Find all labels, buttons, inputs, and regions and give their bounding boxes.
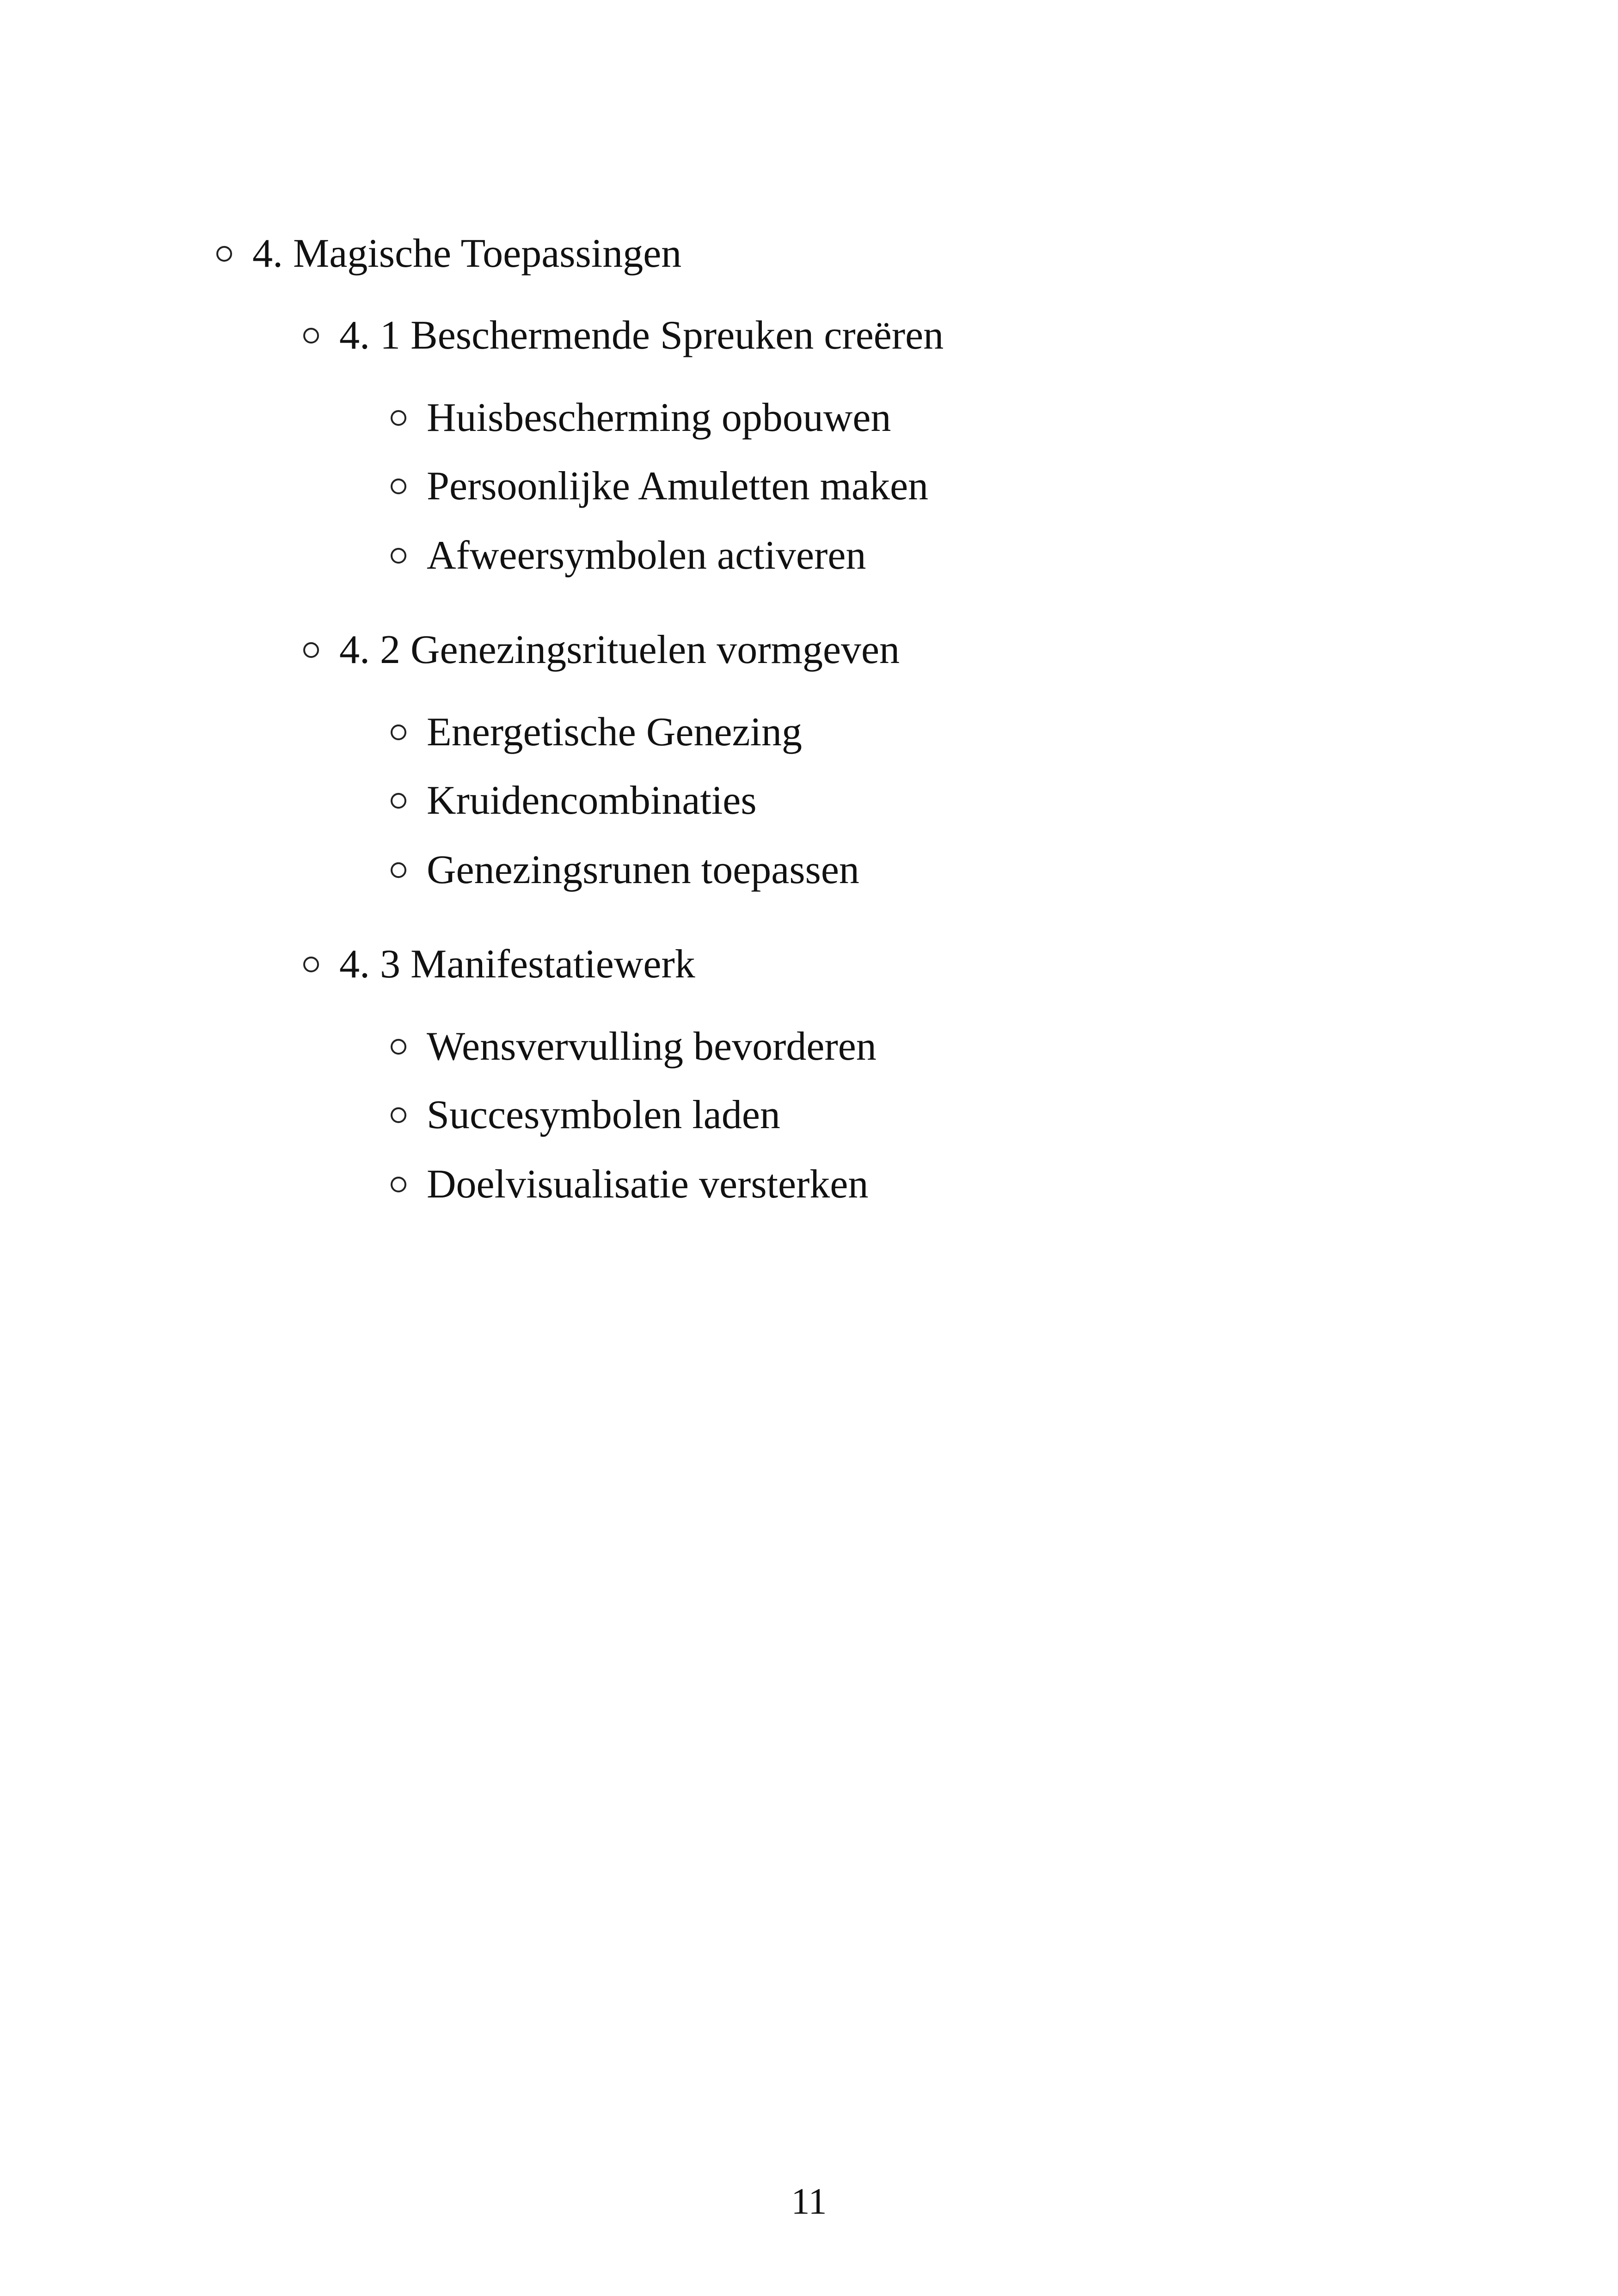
list-item-text: Energetische Genezing bbox=[427, 710, 803, 755]
section-heading bbox=[303, 627, 900, 672]
hollow-bullet-icon bbox=[391, 1177, 406, 1192]
hollow-bullet-icon bbox=[303, 642, 319, 658]
outline-heading bbox=[216, 233, 681, 274]
list-item bbox=[391, 535, 866, 576]
list-item bbox=[391, 847, 859, 892]
hollow-bullet-icon bbox=[391, 410, 406, 426]
list-item-text: Afweersymbolen activeren bbox=[427, 533, 866, 578]
list-item-text: Doelvisualisatie versterken bbox=[427, 1162, 869, 1207]
list-item bbox=[391, 466, 928, 507]
list-item-text: Huisbescherming opbouwen bbox=[427, 395, 891, 440]
list-item bbox=[391, 712, 802, 753]
hollow-bullet-icon bbox=[216, 246, 232, 262]
hollow-bullet-icon bbox=[391, 548, 406, 564]
list-item bbox=[391, 780, 757, 821]
section-heading-text: 4. 3 Manifestatiewerk bbox=[339, 942, 695, 987]
section-heading-text: 4. 1 Beschermende Spreuken creëren bbox=[339, 313, 944, 358]
hollow-bullet-icon bbox=[391, 1107, 406, 1123]
page-number: 11 bbox=[791, 2181, 827, 2222]
outline-heading-text: 4. Magische Toepassingen bbox=[252, 231, 682, 276]
hollow-bullet-icon bbox=[303, 328, 319, 344]
hollow-bullet-icon bbox=[303, 957, 319, 972]
hollow-bullet-icon bbox=[391, 862, 406, 878]
list-item-text: Genezingsrunen toepassen bbox=[427, 847, 859, 892]
hollow-bullet-icon bbox=[391, 724, 406, 740]
section-heading bbox=[303, 944, 695, 985]
list-item bbox=[391, 1026, 876, 1067]
section-heading bbox=[303, 315, 944, 356]
section-heading-text: 4. 2 Genezingsrituelen vormgeven bbox=[339, 627, 900, 672]
list-item bbox=[391, 1095, 780, 1136]
hollow-bullet-icon bbox=[391, 479, 406, 494]
hollow-bullet-icon bbox=[391, 1039, 406, 1055]
list-item-text: Succesymbolen laden bbox=[427, 1093, 780, 1137]
list-item bbox=[391, 395, 891, 440]
list-item-text: Kruidencombinaties bbox=[427, 778, 757, 823]
hollow-bullet-icon bbox=[391, 793, 406, 809]
list-item-text: Persoonlijke Amuletten maken bbox=[427, 464, 929, 509]
list-item-text: Wensvervulling bevorderen bbox=[427, 1024, 876, 1069]
list-item bbox=[391, 1164, 868, 1205]
